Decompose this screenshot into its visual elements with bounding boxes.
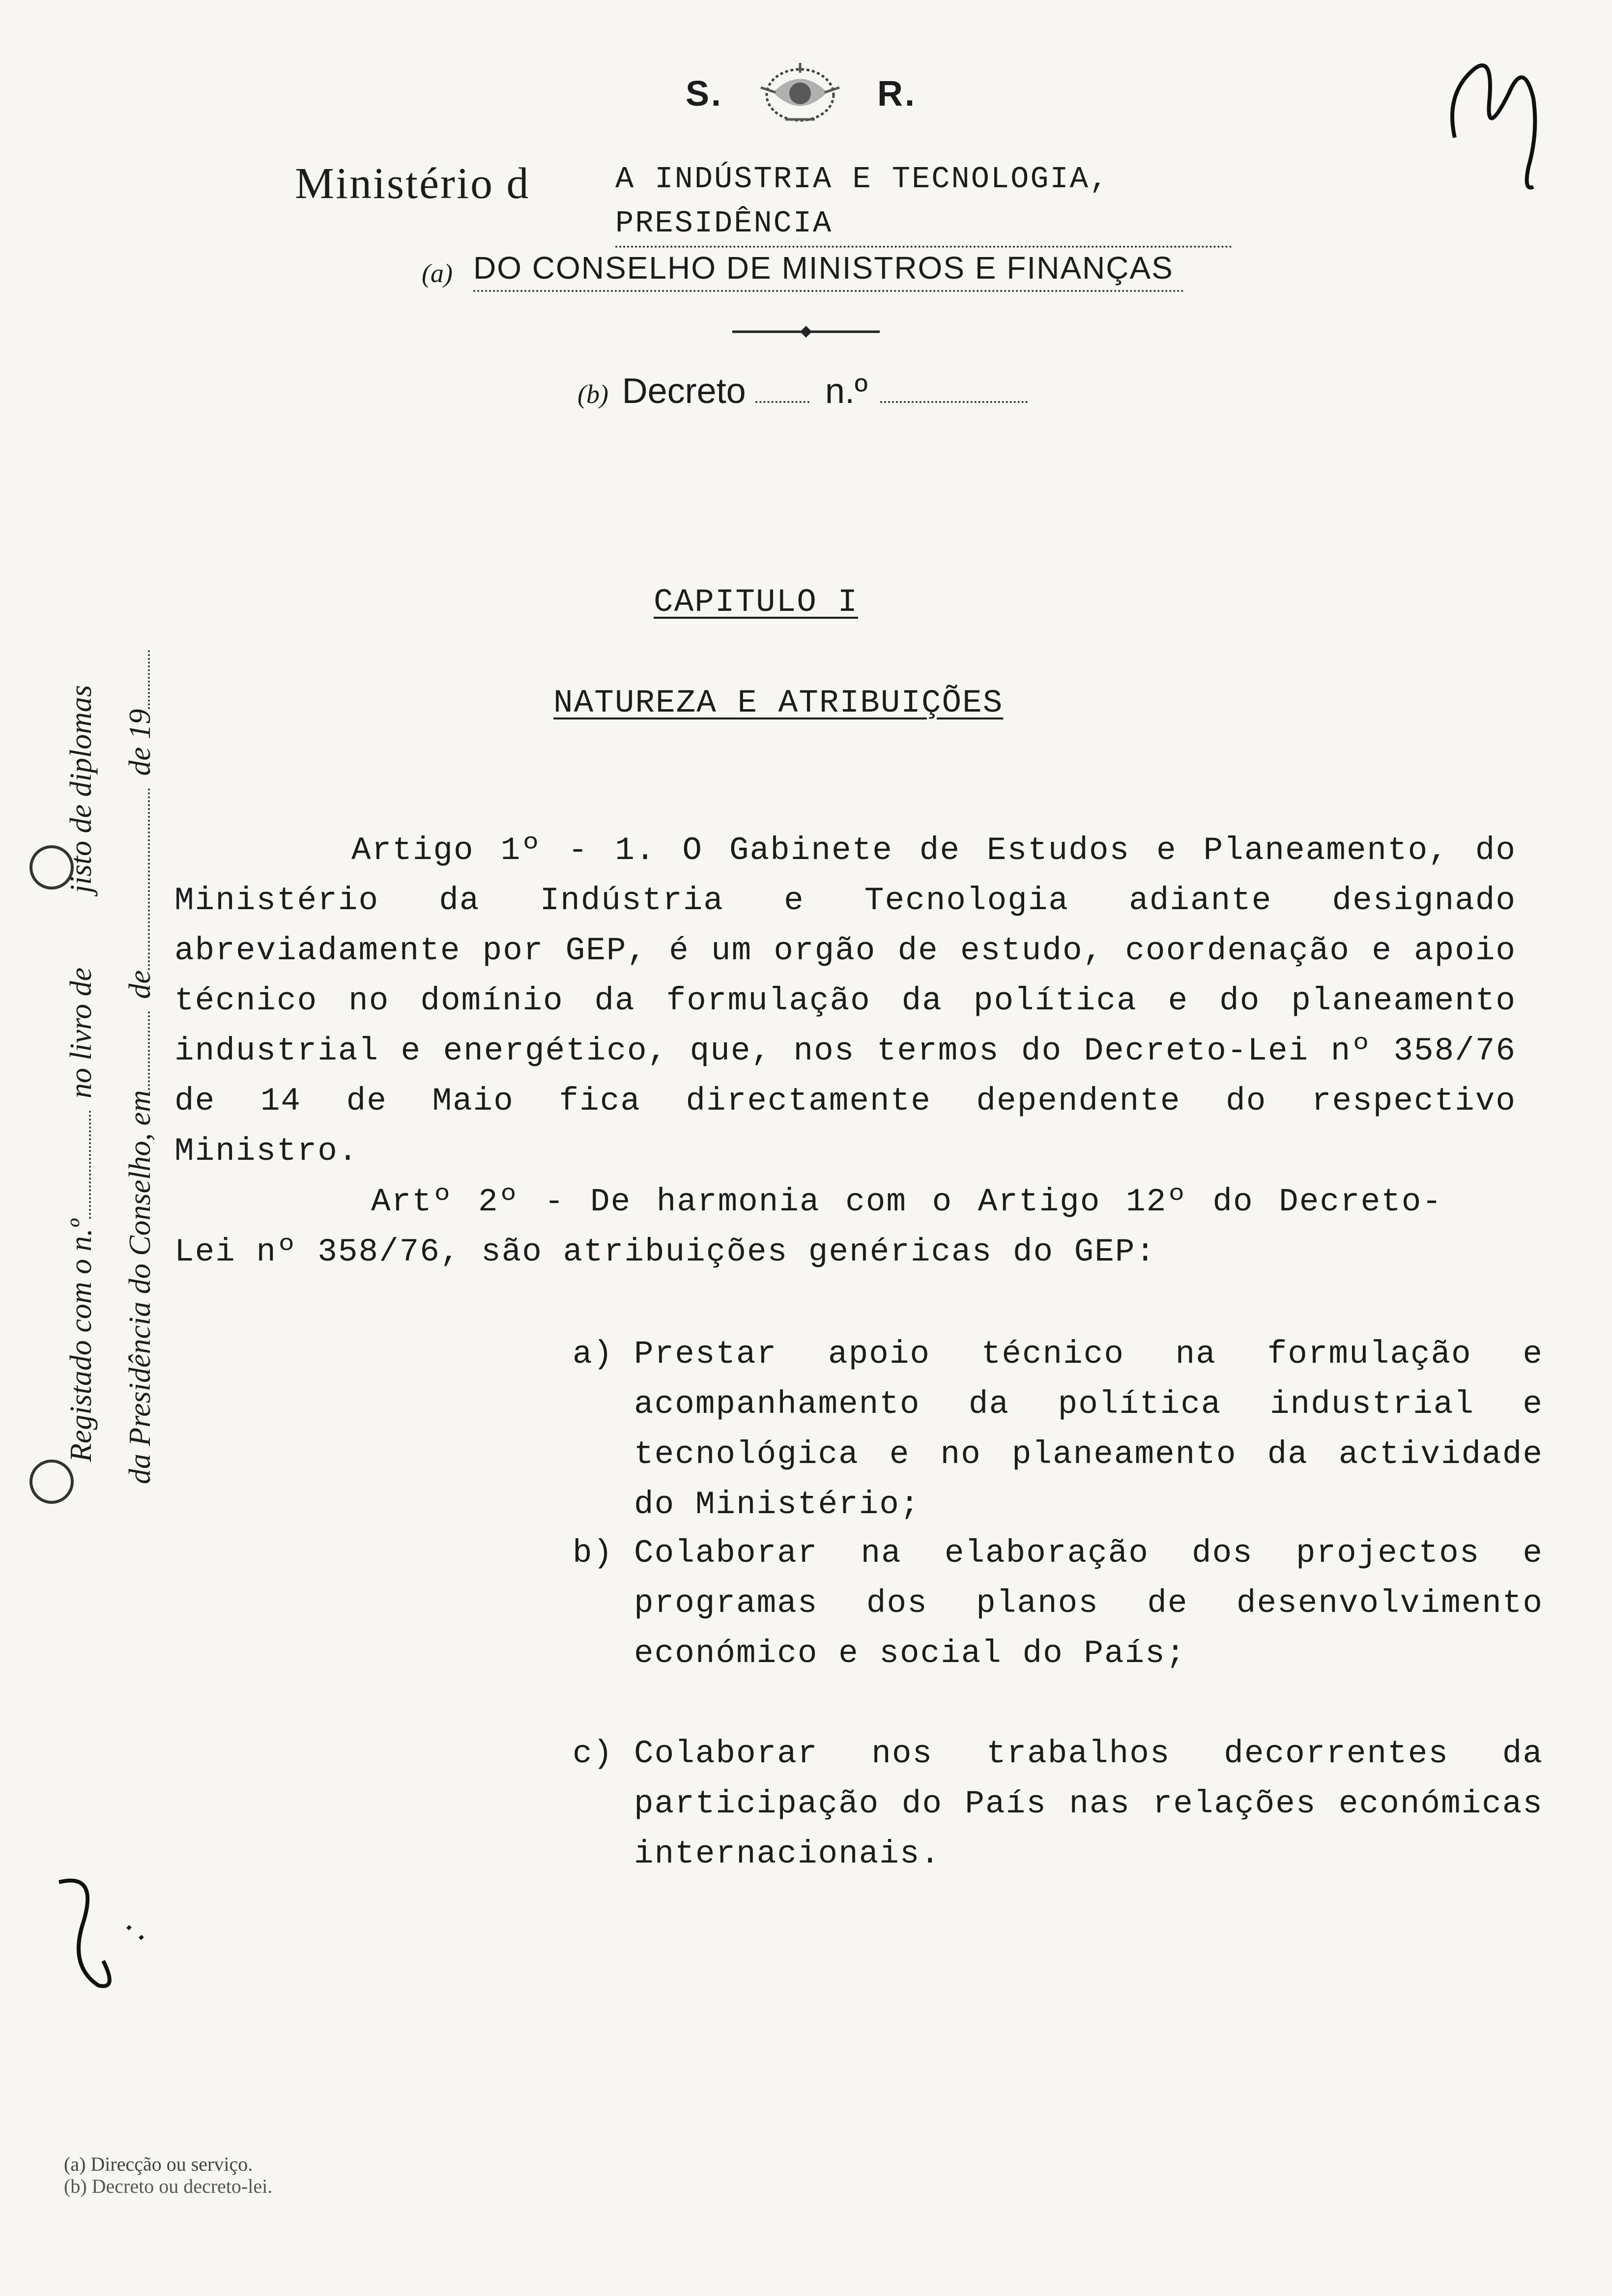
chapter-subtitle: NATUREZA E ATRIBUIÇÕES [553,685,1004,721]
item-b-text: Colaborar na elaboração dos projectos e programas dos planos de desenvolvimento económico e social do País; [634,1535,1543,1672]
footnote-a: (a) Direcção ou serviço. [64,2153,253,2175]
punch-hole-icon [25,840,79,894]
punch-hole-icon [25,1455,79,1509]
numero-label: n.º [825,372,868,411]
chapter-title: CAPITULO I [654,584,859,621]
decreto-line [577,371,1028,415]
header-r: R. [877,74,917,114]
artigo-1: Artigo 1º - 1. O Gabinete de Estudos e Planeamento, do Ministério da Indústria e Tecnologia adiante designado abreviadamente por GEP, é um orgão de estudo, coordenação e apoio técnico no domínio da formulação da política e do planeamento industrial e energético, que, nos termos do Decreto-Lei nº 358/76 de 14 de Maio fica directamente dependente do respectivo Ministro. [174,832,1516,1170]
ministerio-fill: A INDÚSTRIA E TECNOLOGIA, PRESIDÊNCIA [615,157,1232,248]
margin-line-2: da Presidência do Conselho, em de de 19 [123,650,158,1484]
item-b-marker: b) [573,1535,614,1572]
note-a-marker: (a) [422,258,453,288]
coat-of-arms-icon [746,58,854,132]
decreto-label: Decreto [622,372,746,411]
decreto-marker: (b) [577,379,608,409]
item-c-marker: c) [573,1735,614,1772]
ministerio-prefix: Ministério d [295,159,530,208]
item-c-text: Colaborar nos trabalhos decorrentes da participação do País nas relações económicas internacionais. [634,1735,1543,1872]
handwritten-initials-icon [1435,39,1563,201]
ornament-divider [727,322,885,342]
ministerio-fill-line2: DO CONSELHO DE MINISTROS E FINANÇAS [473,246,1184,292]
margin-line-1: Registado com o n.º no livro de jisto de diplomas [64,685,98,1462]
header-s: S. [686,74,723,114]
numero-blank [880,401,1028,403]
item-a-text: Prestar apoio técnico na formulação e acompanhamento da política industrial e tecnológica e no planeamento da actividade do Ministério; [634,1336,1543,1523]
artigo-2: Artº 2º - De harmonia com o Artigo 12º do Decreto-Lei nº 358/76, são atribuições genéricas do GEP: [174,1183,1442,1270]
handwritten-mark-icon [44,1867,152,2005]
decreto-blank [755,401,809,403]
footnote-b: (b) Decreto ou decreto-lei. [64,2175,273,2197]
item-a-marker: a) [573,1336,614,1373]
